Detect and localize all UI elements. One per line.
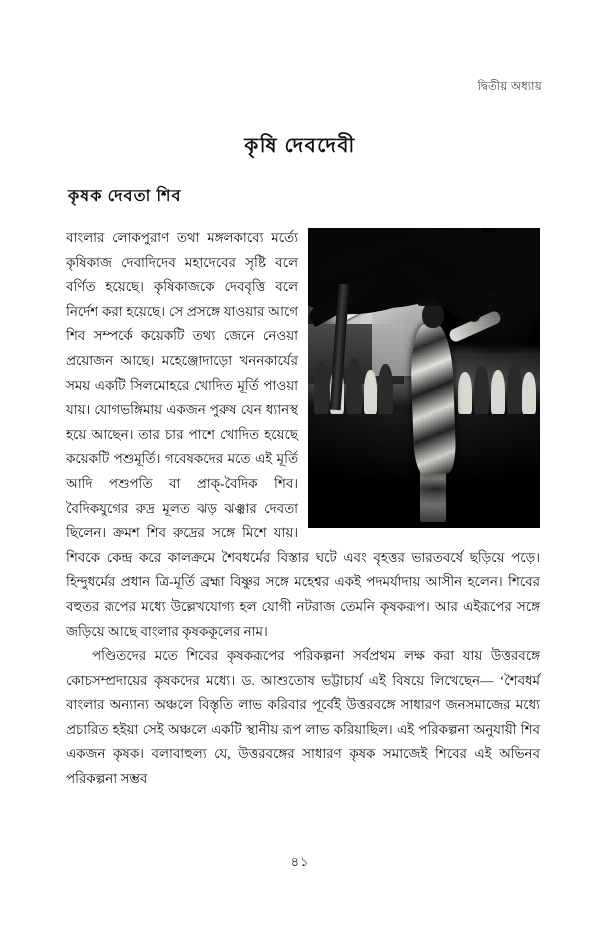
body-text-block (66, 226, 540, 792)
section-heading: কৃষক দেবতা শিব (68, 188, 182, 206)
body-paragraph: পণ্ডিতদের মতে শিবের কৃষকরূপের পরিকল্পনা সর্বপ্রথম লক্ষ করা যায় উত্তরবঙ্গে কোচসম্প্রদায়ের কৃষকদের মধ্যে। ড. আশুতোষ ভট্টাচার্য এই বিষয়ে লিখেছেন— ‘শৈবধর্ম বাংলার অন্যান্য অঞ্চলে বিস্তৃতি লাভ করিবার পূর্বেই উত্তরবঙ্গে সাধারণ জনসমাজের মধ্যে প্রচারিত হইয়া সেই অঞ্চলে একটি স্থানীয় রূপ লাভ করিয়াছিল। এই পরিকল্পনা অনুযায়ী শিব একজন কৃষক। বলাবাহুল্য যে, উত্তরবঙ্গের সাধারণ কৃষক সমাজেই শিবের এই অভিনব পরিকল্পনা সম্ভব (66, 648, 540, 787)
page-number: ৪১ (290, 854, 310, 869)
film-grain-overlay (308, 228, 540, 528)
folk-performer-photograph (308, 228, 540, 528)
running-head: দ্বিতীয় অধ্যায় (477, 81, 542, 93)
chapter-title: কৃষি দেবদেবী (244, 135, 356, 158)
body-paragraph: বাংলার লোকপুরাণ তথা মঙ্গলকাব্যে মর্ত্যে কৃষিকাজ দেবাদিদেব মহাদেবের সৃষ্টি বলে বর্ণিত হয়েছে। কৃষিকাজকে দেববৃত্তি বলে নির্দেশ করা হয়েছে। সে প্রসঙ্গে যাওয়ার আগে শিব সম্পর্কে কয়েকটি তথ্য জেনে নেওয়া প্রয়োজন আছে। মহেঞ্জোদাড়ো খননকার্যের সময় একটি সিলমোহরে খোদিত মূর্তি পাওয়া যায়। যোগভঙ্গিমায় একজন পুরুষ যেন ধ্যানস্থ হয়ে আছেন। তার চার পাশে খোদিত হয়েছে কয়েকটি পশুমূর্তি। গবেষকদের মতে এই মূর্তি আদি পশুপতি বা প্রাক্‌-বৈদিক শিব। বৈদিকযুগের রুদ্র মূলত ঝড় ঝঞ্ঝার দেবতা ছিলেন। ক্রমশ শিব রুদ্রের সঙ্গে মিশে যায়। শিবকে কেন্দ্র করে কালক্রমে শৈবধর্মের বিস্তার ঘটে এবং বৃহত্তর ভারতবর্ষে ছড়িয়ে পড়ে। হিন্দুধর্মের প্রধান ত্রি-মূর্তি ব্রহ্মা বিষ্ণুর সঙ্গে মহেশ্বর একই পদমর্যাদায় আসীন হলেন। শিবের বহুতর রূপের মধ্যে উল্লেখযোগ্য হল যোগী নটরাজ তেমনি কৃষকরূপ। আর এইরূপের সঙ্গে জড়িয়ে আছে বাংলার কৃষককূলের নাম। (66, 230, 540, 639)
